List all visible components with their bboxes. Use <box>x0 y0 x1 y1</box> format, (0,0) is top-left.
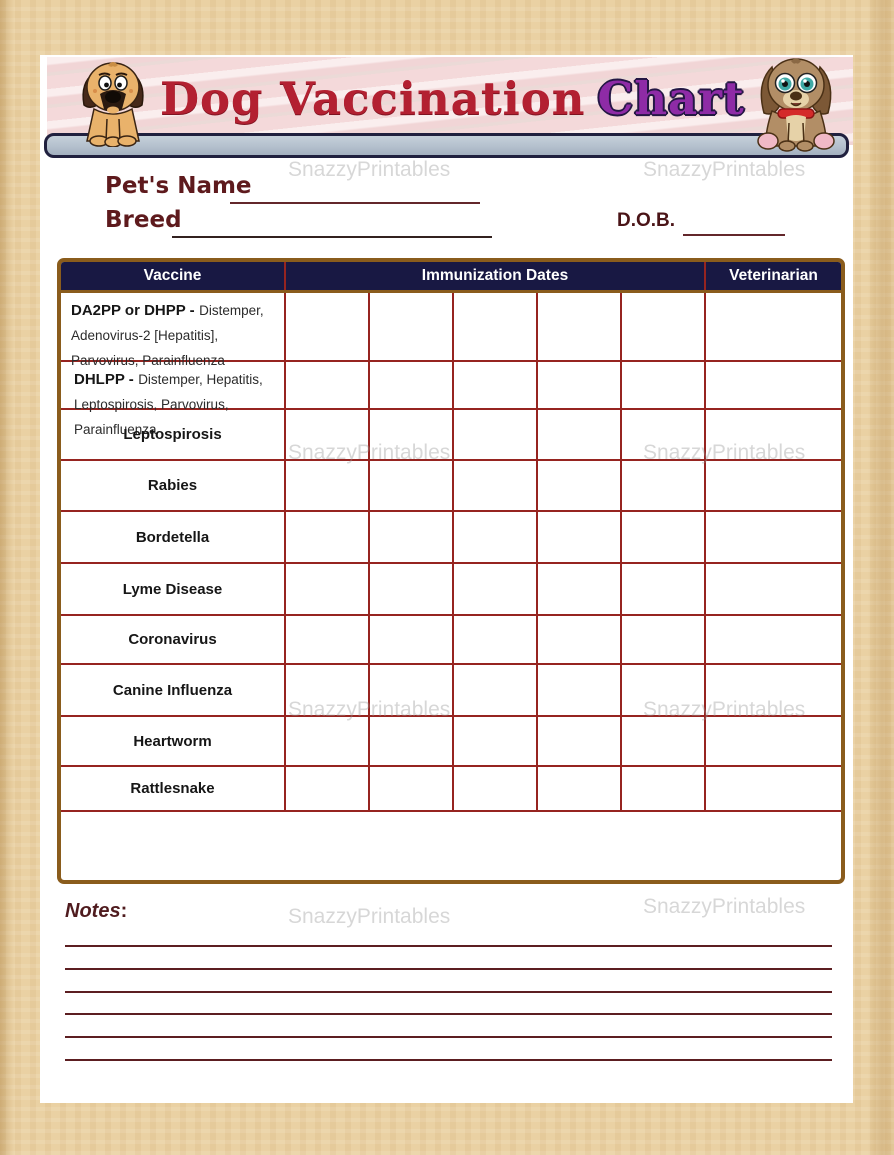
watermark: SnazzyPrintables <box>643 441 806 464</box>
veterinarian-cell <box>704 717 841 765</box>
date-cell <box>284 410 368 459</box>
date-cell <box>536 410 620 459</box>
date-cell <box>536 665 620 715</box>
header-shelf-bar <box>44 133 849 158</box>
notes-label: Notes: <box>65 900 128 922</box>
vaccine-name: Heartworm <box>133 732 212 750</box>
date-cell <box>620 616 704 663</box>
table-row <box>61 810 841 812</box>
date-cell <box>452 410 536 459</box>
table-row <box>61 562 841 614</box>
breed-label: Breed <box>105 207 182 233</box>
dob-field-line <box>683 234 785 236</box>
watermark: SnazzyPrintables <box>288 698 451 721</box>
date-cell <box>284 767 368 810</box>
date-cell <box>452 717 536 765</box>
date-cell <box>452 512 536 562</box>
column-header-veterinarian: Veterinarian <box>704 262 841 290</box>
vaccine-name: Canine Influenza <box>112 681 233 699</box>
watermark: SnazzyPrintables <box>288 441 451 464</box>
watermark: SnazzyPrintables <box>288 158 451 181</box>
dob-label: D.O.B. <box>617 210 676 231</box>
vaccine-description: Distemper, Adenovirus-2 [Hepatitis], Parvovirus, Parainfluenza <box>71 303 264 368</box>
date-cell <box>284 717 368 765</box>
date-cell <box>452 564 536 614</box>
table-header-row <box>61 262 841 293</box>
notes-line <box>65 1036 832 1038</box>
date-cell <box>620 461 704 510</box>
date-cell <box>620 512 704 562</box>
watermark: SnazzyPrintables <box>288 905 451 928</box>
date-cell <box>368 410 452 459</box>
date-cell <box>284 512 368 562</box>
left-dog-illustration <box>64 57 162 147</box>
page-title-accent: Chart <box>597 72 745 125</box>
date-cell <box>536 717 620 765</box>
page-title-main: Dog Vaccination <box>160 72 586 125</box>
notes-line <box>65 945 832 947</box>
date-cell <box>368 717 452 765</box>
table-row <box>61 510 841 562</box>
date-cell <box>620 665 704 715</box>
table-row <box>61 360 841 437</box>
column-header-immunization-dates: Immunization Dates <box>284 262 704 290</box>
veterinarian-cell <box>704 767 841 810</box>
watermark: SnazzyPrintables <box>643 158 806 181</box>
date-cell <box>284 461 368 510</box>
date-cell <box>368 616 452 663</box>
date-cell <box>536 767 620 810</box>
date-cell <box>452 461 536 510</box>
vaccination-table <box>57 258 845 884</box>
date-cell <box>536 461 620 510</box>
date-cell <box>620 717 704 765</box>
vaccine-name: Bordetella <box>135 528 210 546</box>
table-row <box>61 408 841 459</box>
veterinarian-cell <box>704 461 841 510</box>
vaccine-name: Lyme Disease <box>122 580 223 598</box>
vaccine-name: Coronavirus <box>128 631 217 648</box>
veterinarian-cell <box>704 616 841 663</box>
veterinarian-cell <box>704 512 841 562</box>
date-cell <box>284 564 368 614</box>
vaccine-name: Rabies <box>147 477 198 494</box>
notes-line <box>65 968 832 970</box>
right-dog-illustration <box>742 55 850 154</box>
date-cell <box>452 665 536 715</box>
watermark: SnazzyPrintables <box>643 698 806 721</box>
date-cell <box>368 512 452 562</box>
watermark: SnazzyPrintables <box>643 895 806 918</box>
date-cell <box>452 616 536 663</box>
vaccine-description: Distemper, Hepatitis, Leptospirosis, Parvovirus, Parainfluenza <box>74 372 263 437</box>
date-cell <box>536 564 620 614</box>
date-cell <box>452 767 536 810</box>
date-cell <box>620 767 704 810</box>
veterinarian-cell <box>704 665 841 715</box>
veterinarian-cell <box>704 564 841 614</box>
notes-line <box>65 1013 832 1015</box>
vaccine-name: Leptospirosis <box>123 426 222 443</box>
date-cell <box>284 665 368 715</box>
breed-field-line <box>172 236 492 238</box>
printable-page <box>40 55 853 1103</box>
date-cell <box>284 616 368 663</box>
date-cell <box>620 564 704 614</box>
table-row <box>61 765 841 810</box>
date-cell <box>536 616 620 663</box>
table-row <box>61 715 841 765</box>
date-cell <box>536 512 620 562</box>
column-header-vaccine: Vaccine <box>143 267 202 284</box>
notes-line <box>65 1059 832 1061</box>
date-cell <box>368 767 452 810</box>
date-cell <box>620 410 704 459</box>
pet-name-field-line <box>230 202 480 204</box>
date-cell <box>368 564 452 614</box>
vaccine-name: DA2PP or DHPP - <box>71 302 195 319</box>
table-row <box>61 459 841 510</box>
page-title <box>160 69 745 129</box>
date-cell <box>368 665 452 715</box>
table-row <box>61 663 841 715</box>
table-row <box>61 293 841 368</box>
date-cell <box>368 461 452 510</box>
veterinarian-cell <box>704 410 841 459</box>
pet-name-label: Pet's Name <box>105 173 252 199</box>
vaccine-name: DHLPP - <box>74 371 134 388</box>
notes-line <box>65 991 832 993</box>
vaccine-name: Rattlesnake <box>130 780 215 797</box>
table-row <box>61 614 841 663</box>
